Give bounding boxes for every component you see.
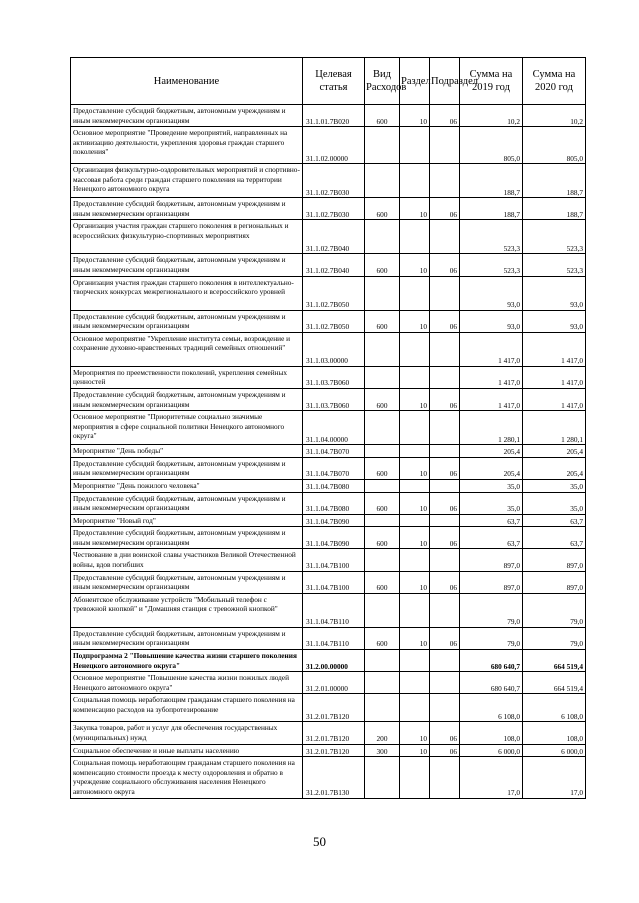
row-expense-type: 600: [365, 254, 400, 276]
row-sum-2019: 1 417,0: [460, 366, 523, 388]
row-sum-2019: 6 000,0: [460, 744, 523, 757]
header-sum-2020: Сумма на 2020 год: [523, 58, 586, 105]
row-sum-2019: 63,7: [460, 514, 523, 527]
row-sum-2019: 79,0: [460, 593, 523, 627]
row-expense-type: [365, 549, 400, 571]
row-subsection: [430, 549, 460, 571]
row-expense-type: [365, 127, 400, 164]
row-sum-2019: 897,0: [460, 571, 523, 593]
row-sum-2020: 897,0: [523, 549, 586, 571]
row-target-code: 31.1.04.7В100: [303, 549, 365, 571]
row-subsection: [430, 479, 460, 492]
row-sum-2019: 205,4: [460, 445, 523, 458]
row-section: [400, 127, 430, 164]
row-sum-2020: 93,0: [523, 276, 586, 310]
row-target-code: 31.1.02.7В050: [303, 276, 365, 310]
table-row: [71, 672, 586, 694]
row-subsection: [430, 672, 460, 694]
row-expense-type: 600: [365, 310, 400, 332]
row-subsection: [430, 650, 460, 672]
row-expense-type: [365, 276, 400, 310]
row-section: 10: [400, 105, 430, 127]
row-target-code: 31.1.04.7В110: [303, 627, 365, 649]
row-sum-2020: 35,0: [523, 492, 586, 514]
row-expense-type: 600: [365, 527, 400, 549]
row-name: Предоставление субсидий бюджетным, автономным учреждениям и иным некоммерческим организациям: [71, 492, 303, 514]
row-section: [400, 650, 430, 672]
row-name: Подпрограмма 2 "Повышение качества жизни старшего поколения Ненецкого автономного округа": [71, 650, 303, 672]
row-name: Организация участия граждан старшего поколения в региональных и всероссийских физкультурно-спортивных мероприятиях: [71, 220, 303, 254]
row-sum-2020: 63,7: [523, 527, 586, 549]
row-sum-2019: 10,2: [460, 105, 523, 127]
row-sum-2020: 17,0: [523, 757, 586, 798]
row-section: [400, 672, 430, 694]
row-sum-2019: 188,7: [460, 164, 523, 198]
row-name: Предоставление субсидий бюджетным, автономным учреждениям и иным некоммерческим организациям: [71, 254, 303, 276]
row-section: 10: [400, 627, 430, 649]
row-name: Предоставление субсидий бюджетным, автономным учреждениям и иным некоммерческим организациям: [71, 627, 303, 649]
row-name: Предоставление субсидий бюджетным, автономным учреждениям и иным некоммерческим организациям: [71, 527, 303, 549]
row-target-code: 31.1.03.7В060: [303, 388, 365, 410]
row-target-code: 31.1.04.7В100: [303, 571, 365, 593]
row-sum-2020: 805,0: [523, 127, 586, 164]
row-section: [400, 445, 430, 458]
row-target-code: 31.1.04.7В110: [303, 593, 365, 627]
row-sum-2019: 188,7: [460, 198, 523, 220]
row-subsection: 06: [430, 457, 460, 479]
row-section: 10: [400, 457, 430, 479]
row-target-code: 31.1.02.7В040: [303, 254, 365, 276]
row-sum-2020: 664 519,4: [523, 650, 586, 672]
row-expense-type: [365, 593, 400, 627]
row-sum-2019: 63,7: [460, 527, 523, 549]
row-target-code: 31.1.02.7В030: [303, 164, 365, 198]
row-name: Предоставление субсидий бюджетным, автономным учреждениям и иным некоммерческим организациям: [71, 310, 303, 332]
row-subsection: 06: [430, 627, 460, 649]
table-row: [71, 722, 586, 744]
header-name: Наименование: [71, 58, 303, 105]
row-section: 10: [400, 198, 430, 220]
row-subsection: [430, 366, 460, 388]
row-sum-2020: 664 519,4: [523, 672, 586, 694]
row-target-code: 31.1.02.7В050: [303, 310, 365, 332]
header-subsection: Подраздел: [430, 58, 460, 105]
row-subsection: [430, 332, 460, 366]
row-expense-type: 600: [365, 492, 400, 514]
row-expense-type: [365, 514, 400, 527]
row-name: Абонентское обслуживание устройств "Мобильный телефон с тревожной кнопкой" и "Домашняя станция с тревожной кнопкой": [71, 593, 303, 627]
row-section: 10: [400, 527, 430, 549]
row-section: [400, 276, 430, 310]
row-expense-type: [365, 672, 400, 694]
row-section: [400, 757, 430, 798]
row-name: Чествование в дни воинской славы участников Великой Отечественной войны, вдов погибших: [71, 549, 303, 571]
header-row: [71, 58, 586, 105]
table-row: [71, 757, 586, 798]
header-expense-type: Вид Расходов: [365, 58, 400, 105]
row-subsection: [430, 757, 460, 798]
row-sum-2020: 6 000,0: [523, 744, 586, 757]
row-subsection: [430, 411, 460, 445]
row-section: 10: [400, 722, 430, 744]
row-target-code: 31.2.01.7В120: [303, 694, 365, 722]
row-name: Мероприятие "Новый год": [71, 514, 303, 527]
row-name: Основное мероприятие "Приоритетные социально значимые мероприятия в сфере социальной политики Ненецкого автономного округа": [71, 411, 303, 445]
row-target-code: 31.2.01.00000: [303, 672, 365, 694]
row-sum-2019: 93,0: [460, 310, 523, 332]
row-section: 10: [400, 254, 430, 276]
row-sum-2019: 805,0: [460, 127, 523, 164]
row-sum-2019: 680 640,7: [460, 672, 523, 694]
row-section: [400, 514, 430, 527]
row-sum-2020: 10,2: [523, 105, 586, 127]
row-sum-2019: 523,3: [460, 254, 523, 276]
row-section: 10: [400, 388, 430, 410]
row-target-code: 31.1.04.7В070: [303, 457, 365, 479]
row-name: Основное мероприятие "Проведение мероприятий, направленных на активизацию деятельности, укрепления здоровья граждан старшего поколения": [71, 127, 303, 164]
table-row: [71, 105, 586, 127]
row-subsection: [430, 276, 460, 310]
row-sum-2019: 108,0: [460, 722, 523, 744]
header-section: Раздел: [400, 58, 430, 105]
table-row: [71, 445, 586, 458]
table-row: [71, 549, 586, 571]
table-row: [71, 527, 586, 549]
row-target-code: 31.1.02.7В040: [303, 220, 365, 254]
row-expense-type: [365, 332, 400, 366]
table-row: [71, 650, 586, 672]
row-expense-type: [365, 479, 400, 492]
row-sum-2019: 1 417,0: [460, 332, 523, 366]
row-sum-2020: 93,0: [523, 310, 586, 332]
row-target-code: 31.1.04.7В070: [303, 445, 365, 458]
row-expense-type: 600: [365, 571, 400, 593]
row-sum-2019: 79,0: [460, 627, 523, 649]
table-row: [71, 332, 586, 366]
row-sum-2019: 523,3: [460, 220, 523, 254]
row-target-code: 31.1.03.7В060: [303, 366, 365, 388]
row-name: Мероприятия по преемственности поколений, укрепления семейных ценностей: [71, 366, 303, 388]
row-expense-type: [365, 366, 400, 388]
row-subsection: 06: [430, 744, 460, 757]
row-expense-type: [365, 650, 400, 672]
row-sum-2020: 1 280,1: [523, 411, 586, 445]
row-expense-type: [365, 220, 400, 254]
row-name: Закупка товаров, работ и услуг для обеспечения государственных (муниципальных) нужд: [71, 722, 303, 744]
row-target-code: 31.1.03.00000: [303, 332, 365, 366]
row-sum-2019: 35,0: [460, 492, 523, 514]
row-sum-2019: 1 280,1: [460, 411, 523, 445]
row-sum-2020: 188,7: [523, 198, 586, 220]
row-name: Организация физкультурно-оздоровительных мероприятий и спортивно-массовая работа среди граждан старшего поколения на территории Ненецкого автономного округа: [71, 164, 303, 198]
header-sum-2019: Сумма на 2019 год: [460, 58, 523, 105]
row-subsection: 06: [430, 527, 460, 549]
row-sum-2020: 6 108,0: [523, 694, 586, 722]
row-name: Основное мероприятие "Повышение качества жизни пожилых людей Ненецкого автономного округа": [71, 672, 303, 694]
table-row: [71, 571, 586, 593]
row-expense-type: 600: [365, 198, 400, 220]
row-subsection: [430, 164, 460, 198]
row-name: Социальная помощь неработающим гражданам старшего поколения на компенсацию расходов на зубопротезирование: [71, 694, 303, 722]
row-expense-type: 300: [365, 744, 400, 757]
row-section: 10: [400, 492, 430, 514]
row-sum-2019: 680 640,7: [460, 650, 523, 672]
table-row: [71, 220, 586, 254]
row-sum-2019: 17,0: [460, 757, 523, 798]
row-sum-2020: 897,0: [523, 571, 586, 593]
row-target-code: 31.2.01.7В120: [303, 744, 365, 757]
row-sum-2020: 188,7: [523, 164, 586, 198]
row-target-code: 31.1.01.7В020: [303, 105, 365, 127]
row-sum-2020: 35,0: [523, 479, 586, 492]
table-row: [71, 479, 586, 492]
row-sum-2020: 205,4: [523, 445, 586, 458]
table-row: [71, 254, 586, 276]
row-sum-2020: 108,0: [523, 722, 586, 744]
row-expense-type: [365, 445, 400, 458]
row-name: Предоставление субсидий бюджетным, автономным учреждениям и иным некоммерческим организациям: [71, 198, 303, 220]
table-row: [71, 627, 586, 649]
row-subsection: 06: [430, 105, 460, 127]
row-section: [400, 366, 430, 388]
row-sum-2020: 205,4: [523, 457, 586, 479]
row-target-code: 31.2.01.7В120: [303, 722, 365, 744]
row-expense-type: 600: [365, 388, 400, 410]
row-subsection: [430, 220, 460, 254]
row-name: Организация участия граждан старшего поколения в интеллектуально-творческих конкурсах межрегионального и всероссийского уровней: [71, 276, 303, 310]
row-subsection: [430, 694, 460, 722]
row-subsection: 06: [430, 722, 460, 744]
row-target-code: 31.2.00.00000: [303, 650, 365, 672]
table-row: [71, 276, 586, 310]
row-sum-2019: 6 108,0: [460, 694, 523, 722]
row-name: Социальная помощь неработающим гражданам старшего поколения на компенсацию стоимости проезда к месту оздоровления и обратно в учреждение социального обслуживания населения Ненецкого автономного округа: [71, 757, 303, 798]
row-section: 10: [400, 744, 430, 757]
row-sum-2019: 35,0: [460, 479, 523, 492]
table-row: [71, 127, 586, 164]
row-name: Социальное обеспечение и иные выплаты населению: [71, 744, 303, 757]
row-target-code: 31.1.04.7В080: [303, 492, 365, 514]
row-target-code: 31.1.04.7В090: [303, 527, 365, 549]
row-target-code: 31.2.01.7В130: [303, 757, 365, 798]
row-name: Основное мероприятие "Укрепление института семьи, возрождение и сохранение духовно-нравственных традиций семейных отношений": [71, 332, 303, 366]
row-section: [400, 593, 430, 627]
row-section: 10: [400, 310, 430, 332]
row-subsection: 06: [430, 492, 460, 514]
row-sum-2020: 1 417,0: [523, 388, 586, 410]
row-target-code: 31.1.04.7В090: [303, 514, 365, 527]
row-target-code: 31.1.04.00000: [303, 411, 365, 445]
row-subsection: 06: [430, 310, 460, 332]
row-section: [400, 411, 430, 445]
row-expense-type: [365, 694, 400, 722]
row-subsection: 06: [430, 388, 460, 410]
row-expense-type: [365, 411, 400, 445]
row-subsection: 06: [430, 198, 460, 220]
header-target-article: Целевая статья: [303, 58, 365, 105]
row-section: [400, 332, 430, 366]
row-sum-2020: 79,0: [523, 593, 586, 627]
row-target-code: 31.1.04.7В080: [303, 479, 365, 492]
row-section: [400, 694, 430, 722]
row-expense-type: 200: [365, 722, 400, 744]
row-subsection: [430, 514, 460, 527]
row-name: Мероприятие "День пожилого человека": [71, 479, 303, 492]
budget-table-container: [70, 57, 585, 799]
row-name: Предоставление субсидий бюджетным, автономным учреждениям и иным некоммерческим организациям: [71, 388, 303, 410]
row-name: Мероприятие "День победы": [71, 445, 303, 458]
row-expense-type: 600: [365, 105, 400, 127]
table-row: [71, 198, 586, 220]
row-sum-2020: 79,0: [523, 627, 586, 649]
row-sum-2020: 63,7: [523, 514, 586, 527]
row-subsection: [430, 445, 460, 458]
table-row: [71, 514, 586, 527]
table-row: [71, 310, 586, 332]
row-sum-2019: 205,4: [460, 457, 523, 479]
table-row: [71, 694, 586, 722]
row-sum-2019: 93,0: [460, 276, 523, 310]
row-sum-2020: 523,3: [523, 220, 586, 254]
row-sum-2020: 1 417,0: [523, 332, 586, 366]
table-row: [71, 366, 586, 388]
row-expense-type: [365, 757, 400, 798]
table-row: [71, 744, 586, 757]
table-row: [71, 457, 586, 479]
row-name: Предоставление субсидий бюджетным, автономным учреждениям и иным некоммерческим организациям: [71, 457, 303, 479]
row-subsection: [430, 127, 460, 164]
table-row: [71, 593, 586, 627]
row-section: [400, 164, 430, 198]
table-row: [71, 411, 586, 445]
row-sum-2020: 1 417,0: [523, 366, 586, 388]
budget-table: [70, 57, 586, 799]
page-number: 50: [313, 834, 326, 849]
row-sum-2019: 1 417,0: [460, 388, 523, 410]
row-subsection: 06: [430, 571, 460, 593]
row-name: Предоставление субсидий бюджетным, автономным учреждениям и иным некоммерческим организациям: [71, 571, 303, 593]
row-expense-type: 600: [365, 627, 400, 649]
row-expense-type: [365, 164, 400, 198]
row-section: 10: [400, 571, 430, 593]
row-subsection: 06: [430, 254, 460, 276]
row-section: [400, 549, 430, 571]
row-target-code: 31.1.02.00000: [303, 127, 365, 164]
table-row: [71, 164, 586, 198]
row-sum-2019: 897,0: [460, 549, 523, 571]
row-expense-type: 600: [365, 457, 400, 479]
row-target-code: 31.1.02.7В030: [303, 198, 365, 220]
table-row: [71, 388, 586, 410]
row-sum-2020: 523,3: [523, 254, 586, 276]
row-section: [400, 220, 430, 254]
table-row: [71, 492, 586, 514]
row-section: [400, 479, 430, 492]
row-subsection: [430, 593, 460, 627]
row-name: Предоставление субсидий бюджетным, автономным учреждениям и иным некоммерческим организациям: [71, 105, 303, 127]
